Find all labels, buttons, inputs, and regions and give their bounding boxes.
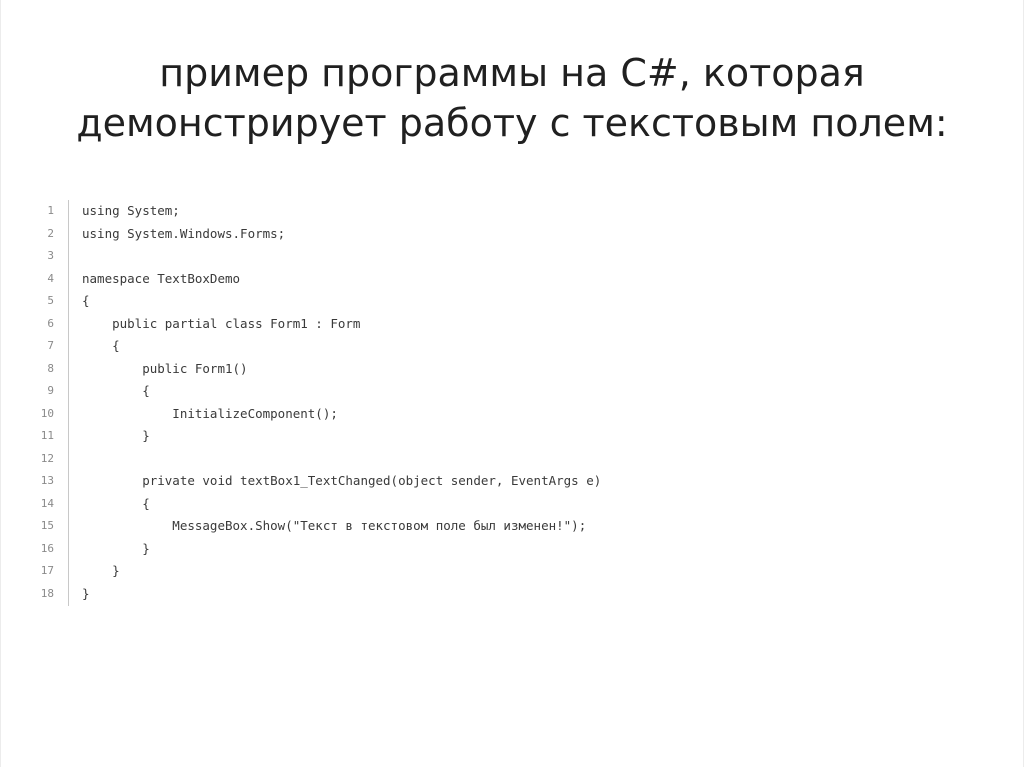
line-number: 14 bbox=[40, 496, 54, 510]
code-line: { bbox=[82, 293, 90, 308]
line-number: 9 bbox=[47, 384, 54, 397]
slide-title-line-1: пример программы на C#, которая bbox=[159, 51, 865, 95]
line-number: 7 bbox=[47, 339, 54, 352]
line-number: 5 bbox=[47, 294, 54, 307]
line-number: 10 bbox=[40, 406, 54, 420]
line-number: 6 bbox=[47, 316, 54, 330]
slide-right-edge bbox=[1017, 0, 1024, 767]
code-line: using System.Windows.Forms; bbox=[82, 225, 286, 241]
code-line: InitializeComponent(); bbox=[82, 405, 338, 421]
code-line: public Form1() bbox=[82, 360, 248, 376]
line-number: 3 bbox=[47, 249, 54, 262]
slide-title bbox=[40, 48, 984, 148]
line-number: 12 bbox=[40, 451, 54, 465]
line-number-gutter bbox=[30, 200, 69, 606]
code-line: } bbox=[82, 428, 150, 443]
code-line: public partial class Form1 : Form bbox=[82, 315, 361, 331]
line-number: 18 bbox=[40, 586, 54, 600]
code-line: } bbox=[82, 563, 120, 578]
code-line: namespace TextBoxDemo bbox=[82, 270, 241, 286]
code-line: { bbox=[82, 338, 120, 353]
code-line: { bbox=[82, 383, 150, 398]
code-line: using System; bbox=[82, 203, 180, 218]
code-line: MessageBox.Show("Текст в текстовом поле был изменен!"); bbox=[82, 518, 587, 533]
line-number: 1 bbox=[47, 204, 54, 217]
code-line: } bbox=[82, 540, 150, 556]
code-line: } bbox=[82, 585, 90, 601]
line-number: 4 bbox=[47, 271, 54, 285]
code-line: private void textBox1_TextChanged(object sender, EventArgs e) bbox=[82, 473, 602, 488]
line-number: 8 bbox=[47, 361, 54, 375]
code-line: { bbox=[82, 495, 150, 511]
line-number: 15 bbox=[40, 519, 54, 532]
line-number: 16 bbox=[40, 541, 54, 555]
line-number: 11 bbox=[40, 429, 54, 442]
line-number: 13 bbox=[40, 474, 54, 487]
slide-title-line-2: демонстрирует работу с текстовым полем: bbox=[76, 101, 948, 145]
line-number: 17 bbox=[40, 564, 54, 577]
code-block bbox=[30, 200, 670, 606]
line-number: 2 bbox=[47, 226, 54, 240]
slide-left-edge bbox=[0, 0, 7, 767]
